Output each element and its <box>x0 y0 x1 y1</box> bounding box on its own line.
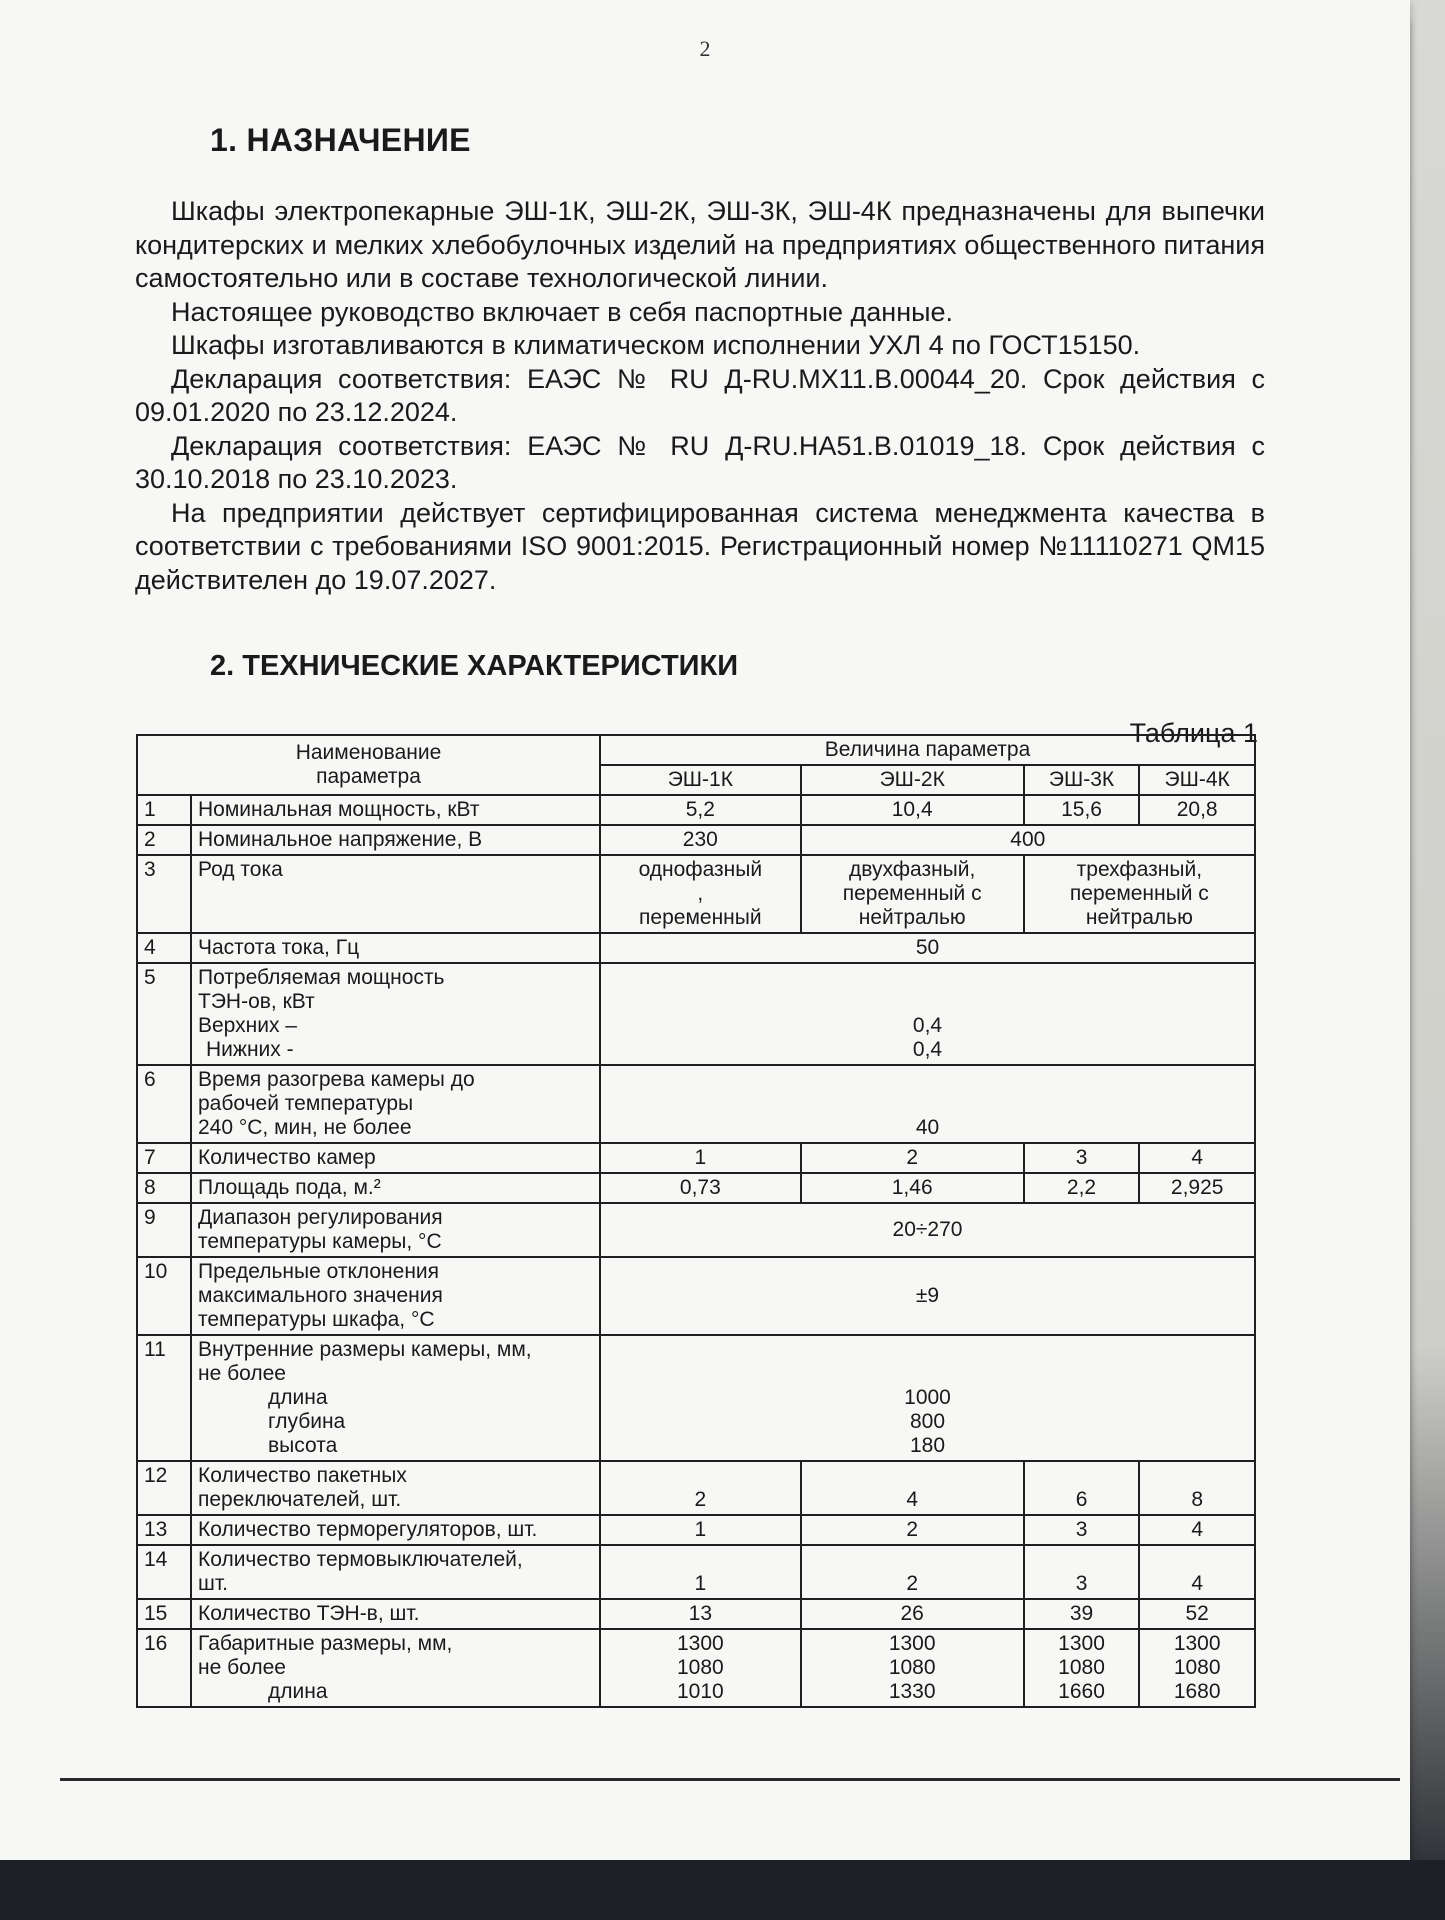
row-number: 14 <box>137 1545 191 1599</box>
row-name <box>191 1203 600 1257</box>
table-header-row <box>137 735 1255 765</box>
cell-line: 1080 <box>676 1656 724 1679</box>
table-row <box>137 1335 1255 1461</box>
header-param-line1: Наименование <box>295 741 442 764</box>
row-name: Номинальная мощность, кВт <box>191 795 600 825</box>
table-row <box>137 1461 1255 1515</box>
row-name-line: рабочей температуры <box>198 1092 414 1115</box>
row-name-line: Количество термовыключателей, <box>198 1548 523 1571</box>
cell-line: 1330 <box>888 1680 936 1703</box>
paragraph-manual: Настоящее руководство включает в себя паспортные данные. <box>171 296 954 327</box>
cell-line: трехфазный, <box>1076 858 1203 881</box>
cell-value <box>600 1629 801 1707</box>
row-name-line: температуры камеры, °С <box>198 1230 442 1253</box>
row-number: 15 <box>137 1599 191 1629</box>
cell-value: 4 <box>1139 1545 1255 1599</box>
row-name-line: 240 °С, мин, не более <box>198 1116 412 1139</box>
table-row <box>137 825 1255 855</box>
cell-value: 4 <box>1139 1515 1255 1545</box>
cell-line: 1010 <box>676 1680 724 1703</box>
row-name <box>191 1335 600 1461</box>
table-row <box>137 1599 1255 1629</box>
table-caption: Таблица 1 <box>1129 718 1258 748</box>
cell-line: , <box>697 882 704 905</box>
table-row <box>137 933 1255 963</box>
row-name-line: Нижних - <box>206 1038 294 1061</box>
header-value: Величина параметра <box>600 735 1255 765</box>
cell-value <box>1024 1629 1140 1707</box>
paragraph-climate: Шкафы изготавливаются в климатическом исполнении УХЛ 4 по ГОСТ15150. <box>171 330 1141 360</box>
row-name-line: высота <box>268 1434 338 1457</box>
row-number: 12 <box>137 1461 191 1515</box>
cell-value <box>801 1629 1024 1707</box>
row-name-line: Время разогрева камеры до <box>198 1068 475 1091</box>
row-number: 10 <box>137 1257 191 1335</box>
cell-value: 3 <box>1024 1545 1140 1599</box>
table-row <box>137 1257 1255 1335</box>
header-param-line2: параметра <box>316 765 421 788</box>
table-row <box>137 1173 1255 1203</box>
cell-value: 2 <box>801 1515 1024 1545</box>
table-row <box>137 963 1255 1065</box>
row-name-line: ТЭН-ов, кВт <box>198 990 315 1013</box>
cell-value: 1,46 <box>801 1173 1024 1203</box>
cell-value: 230 <box>600 825 801 855</box>
page-number: 2 <box>699 36 711 61</box>
row-name <box>191 1545 600 1599</box>
cell-value: 1 <box>600 1545 801 1599</box>
row-number: 13 <box>137 1515 191 1545</box>
row-name <box>191 1257 600 1335</box>
cell-line: 1080 <box>1058 1656 1105 1679</box>
cell-line: переменный <box>639 906 762 929</box>
cell-value: 52 <box>1139 1599 1255 1629</box>
row-name <box>191 1461 600 1515</box>
cell-line: 1300 <box>1173 1632 1221 1655</box>
cell-line: 1000 <box>904 1386 951 1409</box>
cell-line: однофазный <box>638 858 763 881</box>
cell-value: 2,2 <box>1024 1173 1140 1203</box>
cell-value <box>1024 855 1255 933</box>
cell-value: 4 <box>801 1461 1024 1515</box>
paragraph-declaration-2: Декларация соответствия: ЕАЭС № RU Д-RU.НА51.В.01019_18. Срок действия с 30.10.2018 по 23.10.2023. <box>135 430 1265 494</box>
cell-value: 10,4 <box>801 795 1024 825</box>
row-name: Количество ТЭН-в, шт. <box>191 1599 600 1629</box>
table-row <box>137 1629 1255 1707</box>
paragraph-declaration-1: Декларация соответствия: ЕАЭС № RU Д-RU.МХ11.В.00044_20. Срок действия с 09.01.2020 по 23.12.2024. <box>135 363 1265 427</box>
cell-line: 0,4 <box>912 1038 943 1061</box>
cell-value: 15,6 <box>1024 795 1140 825</box>
cell-value <box>600 963 1255 1065</box>
row-number: 2 <box>137 825 191 855</box>
section-1-heading: 1. НАЗНАЧЕНИЕ <box>210 122 471 158</box>
row-number: 3 <box>137 855 191 933</box>
cell-line: двухфазный, <box>849 858 976 881</box>
row-name-line: Диапазон регулирования <box>198 1206 443 1229</box>
cell-line: 180 <box>909 1434 946 1457</box>
cell-line: 1300 <box>676 1632 724 1655</box>
section-1-body <box>135 195 1265 597</box>
row-number: 11 <box>137 1335 191 1461</box>
cell-value <box>600 855 801 933</box>
row-name-line: длина <box>268 1680 328 1703</box>
model-4k: ЭШ-4К <box>1139 765 1255 795</box>
table-row <box>137 1143 1255 1173</box>
row-name-line: длина <box>268 1386 328 1409</box>
section-2-heading: 2. ТЕХНИЧЕСКИЕ ХАРАКТЕРИСТИКИ <box>210 650 739 682</box>
row-number: 4 <box>137 933 191 963</box>
header-param-name <box>137 735 600 795</box>
cell-line: нейтралью <box>1085 906 1193 929</box>
cell-value: 3 <box>1024 1143 1140 1173</box>
row-name: Частота тока, Гц <box>191 933 600 963</box>
cell-value: ±9 <box>600 1257 1255 1335</box>
cell-value: 4 <box>1139 1143 1255 1173</box>
row-number: 9 <box>137 1203 191 1257</box>
cell-value: 2 <box>801 1143 1024 1173</box>
row-name-line: Количество пакетных <box>198 1464 407 1487</box>
table-row <box>137 1203 1255 1257</box>
model-3k: ЭШ-3К <box>1024 765 1140 795</box>
table-row <box>137 855 1255 933</box>
cell-line: 1300 <box>888 1632 936 1655</box>
row-name: Количество камер <box>191 1143 600 1173</box>
model-2k: ЭШ-2К <box>801 765 1024 795</box>
cell-value: 1 <box>600 1143 801 1173</box>
cell-line: нейтралью <box>858 906 966 929</box>
row-name: Номинальное напряжение, В <box>191 825 600 855</box>
cell-value: 6 <box>1024 1461 1140 1515</box>
cell-line: 1680 <box>1173 1680 1221 1703</box>
row-name-line: Предельные отклонения <box>198 1260 440 1283</box>
cell-value: 26 <box>801 1599 1024 1629</box>
cell-value: 13 <box>600 1599 801 1629</box>
row-number: 16 <box>137 1629 191 1707</box>
row-name-line: температуры шкафа, °С <box>198 1308 435 1331</box>
row-number: 1 <box>137 795 191 825</box>
row-name <box>191 963 600 1065</box>
cell-value <box>801 855 1024 933</box>
cell-value: 2,925 <box>1139 1173 1255 1203</box>
cell-value: 39 <box>1024 1599 1140 1629</box>
cell-value: 20,8 <box>1139 795 1255 825</box>
row-number: 6 <box>137 1065 191 1143</box>
row-number: 5 <box>137 963 191 1065</box>
row-name-line: не более <box>198 1656 286 1679</box>
table-row <box>137 1545 1255 1599</box>
paragraph-purpose: Шкафы электропекарные ЭШ-1К, ЭШ-2К, ЭШ-3К, ЭШ-4К предназначены для выпечки кондитерских и мелких хлебобулочных изделий на предприятиях общественного питания самостоятельно или в составе технологической линии. <box>135 196 1265 293</box>
cell-value <box>600 1335 1255 1461</box>
cell-value: 8 <box>1139 1461 1255 1515</box>
cell-value: 0,73 <box>600 1173 801 1203</box>
row-number: 8 <box>137 1173 191 1203</box>
dark-floor <box>0 1860 1445 1920</box>
cell-value: 50 <box>600 933 1255 963</box>
cell-value: 3 <box>1024 1515 1140 1545</box>
spec-table <box>136 734 1256 1708</box>
cell-value <box>1139 1629 1255 1707</box>
table-row <box>137 1065 1255 1143</box>
cell-value: 20÷270 <box>600 1203 1255 1257</box>
row-name: Площадь пода, м.² <box>191 1173 600 1203</box>
model-1k: ЭШ-1К <box>600 765 801 795</box>
row-name-line: шт. <box>198 1572 228 1595</box>
cell-line: 1300 <box>1058 1632 1105 1655</box>
table-row <box>137 1515 1255 1545</box>
row-name <box>191 1065 600 1143</box>
row-name-line: Верхних – <box>198 1014 297 1037</box>
row-name: Количество терморегуляторов, шт. <box>191 1515 600 1545</box>
cell-line: переменный с <box>1069 882 1209 905</box>
cell-line: 800 <box>909 1410 946 1433</box>
row-name-line: Потребляемая мощность <box>198 966 445 989</box>
cell-value: 400 <box>801 825 1255 855</box>
row-number: 7 <box>137 1143 191 1173</box>
cell-value: 2 <box>801 1545 1024 1599</box>
cell-line: переменный с <box>842 882 982 905</box>
table-row <box>137 795 1255 825</box>
row-name-line: не более <box>198 1362 286 1385</box>
paragraph-iso: На предприятии действует сертифицированная система менеджмента качества в соответствии с требованиями ISO 9001:2015. Регистрационный номер №11110271 QM15 действителен до 19.07.2027. <box>135 497 1265 595</box>
row-name <box>191 1629 600 1707</box>
row-name: Род тока <box>191 855 600 933</box>
cell-value: 5,2 <box>600 795 801 825</box>
cell-line: 1080 <box>1173 1656 1221 1679</box>
row-name-line: максимального значения <box>198 1284 443 1307</box>
page-bottom-rule <box>60 1778 1400 1781</box>
row-name-line: Габаритные размеры, мм, <box>198 1632 453 1655</box>
cell-line: 1080 <box>888 1656 936 1679</box>
row-name-line: переключателей, шт. <box>198 1488 402 1511</box>
cell-value: 2 <box>600 1461 801 1515</box>
row-name-line: Внутренние размеры камеры, мм, <box>198 1338 532 1361</box>
cell-line: 1660 <box>1058 1680 1105 1703</box>
row-name-line: глубина <box>268 1410 346 1433</box>
cell-value: 1 <box>600 1515 801 1545</box>
cell-line: 0,4 <box>912 1014 943 1037</box>
cell-value: 40 <box>600 1065 1255 1143</box>
